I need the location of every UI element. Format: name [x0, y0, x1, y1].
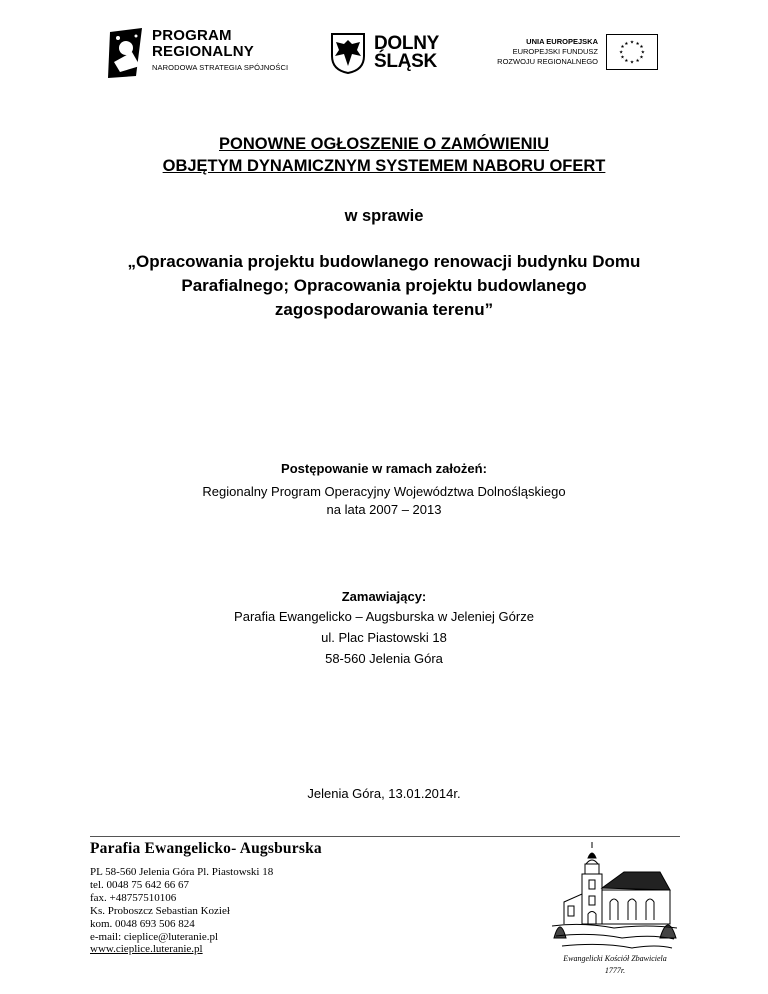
svg-text:★: ★ — [635, 41, 640, 47]
program-regionalny-emblem-icon — [106, 26, 146, 80]
footer-priest: Ks. Proboszcz Sebastian Kozieł — [90, 904, 230, 917]
document-subject — [60, 250, 708, 322]
basis-text — [60, 483, 708, 519]
footer-tel: tel. 0048 75 642 66 67 — [90, 878, 189, 891]
document-title-line1: PONOWNE OGŁOSZENIE O ZAMÓWIENIU — [219, 135, 549, 153]
svg-text:★: ★ — [629, 40, 635, 46]
document-subtitle: w sprawie — [344, 207, 424, 225]
svg-text:★: ★ — [629, 60, 635, 66]
svg-text:★: ★ — [619, 50, 624, 56]
footer-divider — [90, 836, 680, 837]
unia-europejska-line2: EUROPEJSKI FUNDUSZ — [512, 47, 598, 56]
footer-mobile: kom. 0048 693 506 824 — [90, 917, 195, 930]
client-line1: Parafia Ewangelicko – Augsburska w Jeleniej Górze — [234, 609, 534, 624]
church-caption-line2: 1777r. — [604, 966, 626, 975]
footer-address: PL 58-560 Jelenia Góra Pl. Piastowski 18 — [90, 866, 274, 878]
footer-contact-info — [90, 866, 273, 956]
svg-text:★: ★ — [620, 55, 625, 61]
program-regionalny-line1: PROGRAM — [152, 27, 232, 44]
church-drawing-icon — [552, 840, 677, 952]
svg-text:★: ★ — [639, 55, 644, 61]
program-regionalny-line3: NARODOWA STRATEGIA SPÓJNOŚCI — [152, 63, 289, 72]
svg-text:★: ★ — [640, 50, 645, 56]
client-details — [60, 606, 708, 669]
program-regionalny-logo — [106, 26, 306, 82]
document-title-line2: OBJĘTYM DYNAMICZNYM SYSTEMEM NABORU OFERT — [162, 157, 606, 175]
church-caption-line1: Ewangelicki Kościół Zbawiciela — [563, 954, 667, 963]
subject-line1: „Opracowania projektu budowlanego renowacji budynku Domu — [127, 252, 641, 271]
document-title — [60, 133, 708, 177]
subject-line3: zagospodarowania terenu” — [274, 300, 494, 319]
dolny-slask-line1: DOLNY — [374, 33, 440, 54]
basis-line2: na lata 2007 – 2013 — [326, 502, 442, 517]
footer-fax: fax. +48757510106 — [90, 891, 177, 904]
svg-text:★: ★ — [635, 58, 640, 64]
footer-website-link[interactable]: www.cieplice.luteranie.pl — [90, 943, 203, 956]
program-regionalny-line2: REGIONALNY — [152, 43, 255, 60]
svg-text:★: ★ — [624, 58, 629, 64]
unia-europejska-line3: ROZWOJU REGIONALNEGO — [497, 57, 598, 66]
footer-email[interactable]: e-mail: cieplice@luteranie.pl — [90, 930, 219, 943]
dolny-slask-logo — [330, 32, 460, 76]
svg-text:★: ★ — [624, 41, 629, 47]
unia-europejska-logo — [494, 34, 658, 74]
eu-flag-icon — [606, 34, 658, 70]
footer-org-name: Parafia Ewangelicko- Augsburska — [90, 840, 322, 857]
dolny-slask-line2: ŚLĄSK — [374, 51, 437, 72]
svg-text:★: ★ — [620, 45, 625, 51]
subject-line2: Parafialnego; Opracowania projektu budowlanego — [181, 276, 587, 295]
client-label: Zamawiający: — [341, 589, 427, 604]
eagle-coat-of-arms-icon — [330, 32, 366, 74]
basis-label: Postępowanie w ramach założeń: — [281, 461, 487, 476]
unia-europejska-text — [497, 37, 598, 67]
unia-europejska-line1: UNIA EUROPEJSKA — [526, 37, 598, 46]
svg-text:★: ★ — [639, 45, 644, 51]
place-date: Jelenia Góra, 13.01.2014r. — [307, 786, 461, 801]
client-line2: ul. Plac Piastowski 18 — [321, 630, 447, 645]
client-line3: 58-560 Jelenia Góra — [325, 651, 443, 666]
basis-line1: Regionalny Program Operacyjny Województwa Dolnośląskiego — [202, 484, 566, 499]
